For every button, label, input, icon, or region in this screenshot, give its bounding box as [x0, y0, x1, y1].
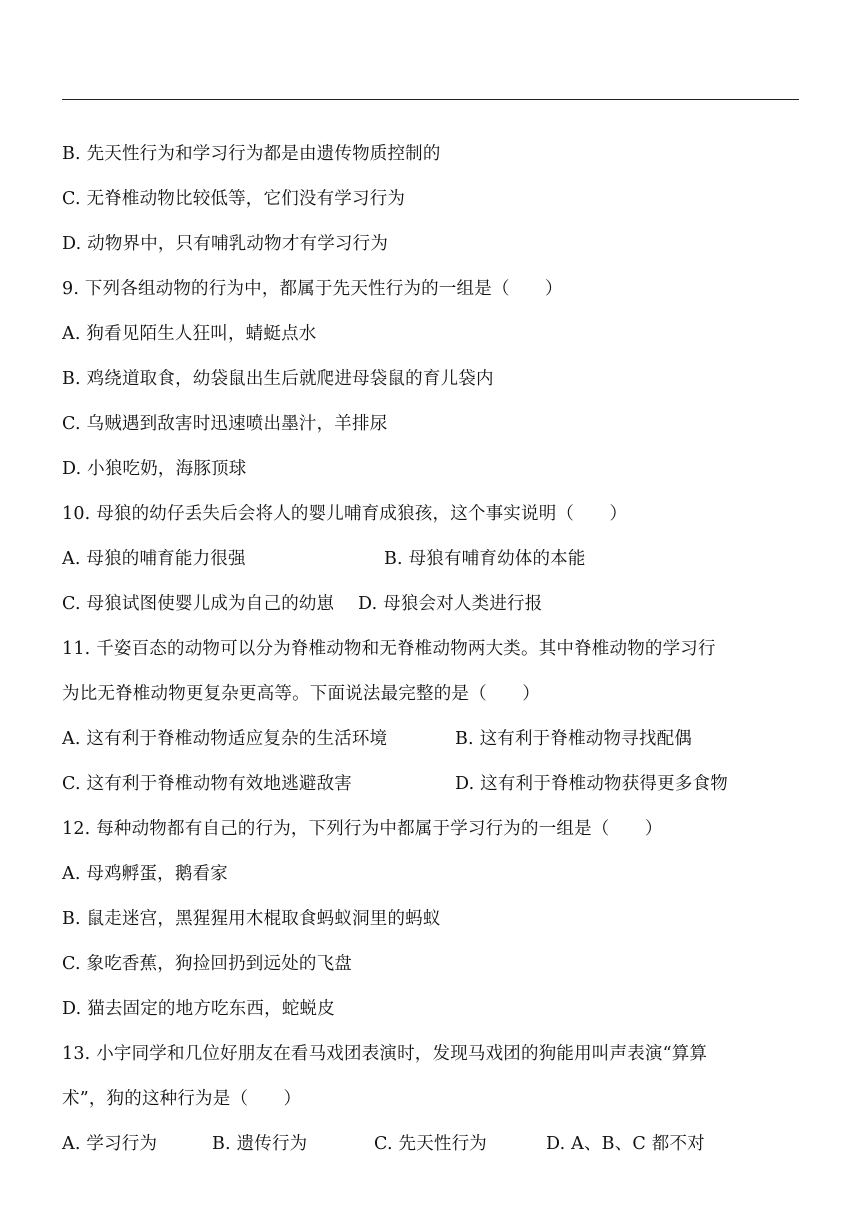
q13-stem-line2: 术”，狗的这种行为是（ ） — [62, 1089, 302, 1109]
q11-option-d: D. 这有利于脊椎动物获得更多食物 — [455, 774, 728, 794]
q9-option-a: A. 狗看见陌生人狂叫，蜻蜓点水 — [62, 324, 317, 344]
q13-stem-line1: 13. 小宇同学和几位好朋友在看马戏团表演时，发现马戏团的狗能用叫声表演“算算 — [62, 1044, 708, 1064]
q10-option-b: B. 母狼有哺育幼体的本能 — [384, 549, 586, 569]
q13-option-c: C. 先天性行为 — [374, 1134, 487, 1154]
q10-stem: 10. 母狼的幼仔丢失后会将人的婴儿哺育成狼孩，这个事实说明（ ） — [62, 504, 628, 524]
q11-option-c: C. 这有利于脊椎动物有效地逃避敌害 — [62, 774, 352, 794]
q10-option-a: A. 母狼的哺育能力很强 — [62, 549, 246, 569]
q9-option-d: D. 小狼吃奶，海豚顶球 — [62, 459, 247, 479]
q9-stem: 9. 下列各组动物的行为中，都属于先天性行为的一组是（ ） — [62, 279, 563, 299]
q9-option-c: C. 乌贼遇到敌害时迅速喷出墨汁，羊排尿 — [62, 414, 388, 434]
q13-option-a: A. 学习行为 — [62, 1134, 158, 1154]
q12-option-d: D. 猫去固定的地方吃东西，蛇蜕皮 — [62, 999, 335, 1019]
header-rule — [62, 99, 799, 100]
q10-option-d: D. 母狼会对人类进行报 — [358, 594, 543, 614]
q12-option-b: B. 鼠走迷宫，黑猩猩用木棍取食蚂蚁洞里的蚂蚁 — [62, 909, 441, 929]
q11-option-a: A. 这有利于脊椎动物适应复杂的生活环境 — [62, 729, 388, 749]
q12-option-a: A. 母鸡孵蛋，鹅看家 — [62, 864, 228, 884]
q13-option-b: B. 遗传行为 — [212, 1134, 308, 1154]
q12-stem: 12. 每种动物都有自己的行为，下列行为中都属于学习行为的一组是（ ） — [62, 819, 663, 839]
q8-option-b: B. 先天性行为和学习行为都是由遗传物质控制的 — [62, 144, 441, 164]
q11-stem-line1: 11. 千姿百态的动物可以分为脊椎动物和无脊椎动物两大类。其中脊椎动物的学习行 — [62, 639, 716, 659]
q8-option-c: C. 无脊椎动物比较低等，它们没有学习行为 — [62, 189, 406, 209]
q9-option-b: B. 鸡绕道取食，幼袋鼠出生后就爬进母袋鼠的育儿袋内 — [62, 369, 494, 389]
q10-option-c: C. 母狼试图使婴儿成为自己的幼崽 — [62, 594, 335, 614]
q12-option-c: C. 象吃香蕉，狗捡回扔到远处的飞盘 — [62, 954, 352, 974]
q8-option-d: D. 动物界中，只有哺乳动物才有学习行为 — [62, 234, 389, 254]
q11-stem-line2: 为比无脊椎动物更复杂更高等。下面说法最完整的是（ ） — [62, 684, 540, 704]
q11-option-b: B. 这有利于脊椎动物寻找配偶 — [455, 729, 692, 749]
q13-option-d: D. A、B、C 都不对 — [546, 1134, 705, 1154]
